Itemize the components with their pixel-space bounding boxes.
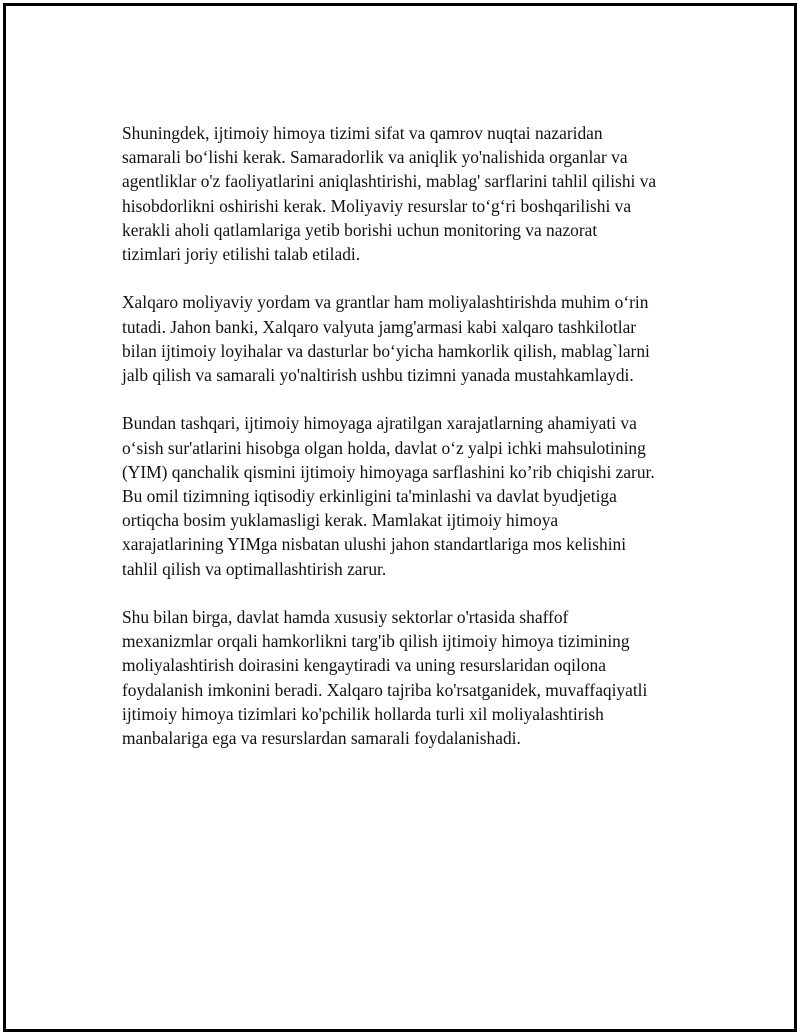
- text-line: tutadi. Jahon banki, Xalqaro valyuta jamg'armasi kabi xalqaro tashkilotlar: [122, 316, 637, 337]
- text-line: samarali bo‘lishi kerak. Samaradorlik va aniqlik yo'nalishida organlar va: [122, 147, 628, 168]
- text-line: mexanizmlar orqali hamkorlikni targ'ib qilish ijtimoiy himoya tizimining: [122, 631, 630, 652]
- text-line: o‘sish sur'atlarini hisobga olgan holda, davlat o‘z yalpi ichki mahsulotining: [122, 437, 646, 458]
- text-line: jalb qilish va samarali yo'naltirish ushbu tizimni yanada mustahkamlaydi.: [122, 365, 634, 386]
- document-body: [122, 121, 702, 774]
- text-line: hisobdorlikni oshirishi kerak. Moliyaviy resurslar to‘g‘ri boshqarilishi va: [122, 195, 632, 216]
- text-line: kerakli aholi qatlamlariga yetib borishi uchun monitoring va nazorat: [122, 219, 598, 240]
- text-line: tahlil qilish va optimallashtirish zarur.: [122, 558, 387, 579]
- text-line: ortiqcha bosim yuklamasligi kerak. Mamlakat ijtimoiy himoya: [122, 510, 559, 531]
- text-line: ijtimoiy himoya tizimlari ko'pchilik hollarda turli xil moliyalashtirish: [122, 703, 604, 724]
- text-line: manbalariga ega va resurslardan samarali foydalanishadi.: [122, 728, 521, 749]
- text-line: Bundan tashqari, ijtimoiy himoyaga ajratilgan xarajatlarning ahamiyati va: [122, 413, 637, 434]
- text-line: xarajatlarining YIMga nisbatan ulushi jahon standartlariga mos kelishini: [122, 534, 627, 555]
- paragraph-1: [122, 121, 702, 266]
- text-line: Xalqaro moliyaviy yordam va grantlar ham moliyalashtirishda muhim o‘rin: [122, 292, 649, 313]
- text-line: foydalanish imkonini beradi. Xalqaro tajriba ko'rsatganidek, muvaffaqiyatli: [122, 679, 648, 700]
- text-line: (YIM) qanchalik qismini ijtimoiy himoyaga sarflashini ko’rib chiqishi zarur.: [122, 461, 655, 482]
- text-line: Bu omil tizimning iqtisodiy erkinligini ta'minlashi va davlat byudjetiga: [122, 486, 617, 507]
- paragraph-4: [122, 605, 702, 750]
- text-line: bilan ijtimoiy loyihalar va dasturlar bo‘yicha hamkorlik qilish, mablag`larni: [122, 340, 650, 361]
- text-line: tizimlari joriy etilishi talab etiladi.: [122, 244, 361, 265]
- paragraph-3: [122, 411, 702, 580]
- text-line: moliyalashtirish doirasini kengaytiradi va uning resurslaridan oqilona: [122, 655, 606, 676]
- text-line: Shu bilan birga, davlat hamda xususiy sektorlar o'rtasida shaffof: [122, 607, 569, 628]
- paragraph-2: [122, 290, 702, 387]
- page-frame: [3, 3, 797, 1032]
- text-line: agentliklar o'z faoliyatlarini aniqlashtirishi, mablag' sarflarini tahlil qilishi va: [122, 171, 657, 192]
- text-line: Shuningdek, ijtimoiy himoya tizimi sifat va qamrov nuqtai nazaridan: [122, 123, 603, 143]
